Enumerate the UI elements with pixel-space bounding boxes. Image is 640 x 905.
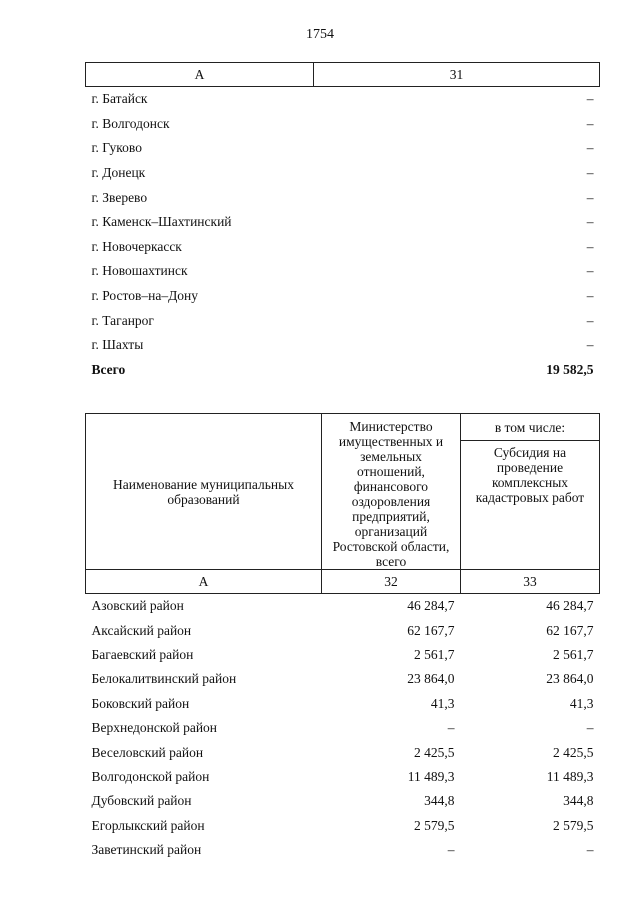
table-row — [86, 284, 600, 309]
district-name: Белокалитвинский район — [91, 671, 237, 687]
district-name: Егорлыкский район — [91, 817, 205, 833]
table-row — [86, 161, 600, 186]
city-value: – — [586, 115, 594, 131]
table-row — [86, 235, 600, 260]
city-name: г. Каменск–Шахтинский — [91, 214, 232, 230]
column-header-31: 31 — [314, 63, 600, 87]
district-name: Дубовский район — [91, 793, 192, 809]
district-name: Аксайский район — [91, 622, 192, 638]
district-subsidy: 2 561,7 — [553, 646, 594, 662]
table-row — [86, 308, 600, 333]
table-row — [86, 838, 600, 862]
district-name: Заветинский район — [91, 842, 202, 858]
table-row — [86, 740, 600, 764]
subsidy-header-text: Субсидия на проведение комплексных кадастровых работ — [475, 445, 585, 506]
district-subsidy: 23 864,0 — [546, 671, 594, 687]
district-subsidy: 2 425,5 — [553, 744, 594, 760]
city-value: – — [586, 91, 594, 107]
city-value: – — [586, 312, 594, 328]
column-header-subsidy — [461, 441, 600, 570]
city-value: – — [586, 288, 594, 304]
district-subsidy: 344,8 — [563, 793, 594, 809]
city-name: г. Шахты — [91, 337, 144, 353]
district-total: – — [447, 720, 455, 736]
table-row — [86, 618, 600, 642]
city-value: – — [586, 238, 594, 254]
table-row — [86, 333, 600, 358]
city-name: г. Гуково — [91, 140, 142, 156]
total-row — [86, 358, 600, 383]
district-name: Волгодонской район — [91, 768, 210, 784]
district-subsidy: 2 579,5 — [553, 817, 594, 833]
index-33: 33 — [461, 570, 600, 594]
city-name: г. Новочеркасск — [91, 238, 182, 254]
table-row — [86, 185, 600, 210]
column-header-a: А — [86, 63, 314, 87]
district-total: – — [447, 842, 455, 858]
district-name: Азовский район — [91, 598, 184, 614]
table-row — [86, 789, 600, 813]
city-value: – — [586, 165, 594, 181]
table-row — [86, 259, 600, 284]
ministry-header-text: Министерство имущественных и земельных отношений, финансового оздоровления предприятий, организаций Ростовской области, всего — [332, 419, 450, 569]
districts-table-index-row — [86, 570, 600, 594]
city-value: – — [586, 263, 594, 279]
column-header-including: в том числе: — [461, 414, 600, 441]
table-row — [86, 765, 600, 789]
district-total: 2 579,5 — [414, 817, 455, 833]
table-row — [86, 87, 600, 112]
district-total: 62 167,7 — [407, 622, 455, 638]
table-row — [86, 814, 600, 838]
district-total: 41,3 — [430, 695, 455, 711]
district-total: 46 284,7 — [407, 598, 455, 614]
city-name: г. Зверево — [91, 189, 148, 205]
districts-table-header-row — [86, 414, 600, 441]
table-row — [86, 716, 600, 740]
district-subsidy: 11 489,3 — [546, 768, 594, 784]
city-value: – — [586, 189, 594, 205]
municipality-header-text: Наименование муниципальных образований — [113, 476, 294, 507]
district-total: 2 425,5 — [414, 744, 455, 760]
city-name: г. Новошахтинск — [91, 263, 188, 279]
column-header-municipality — [86, 414, 322, 570]
city-value: – — [586, 214, 594, 230]
city-name: г. Донецк — [91, 165, 146, 181]
district-name: Багаевский район — [91, 646, 194, 662]
total-value: 19 582,5 — [546, 361, 594, 377]
table-row — [86, 136, 600, 161]
table-row — [86, 210, 600, 235]
district-total: 11 489,3 — [407, 768, 455, 784]
city-name: г. Таганрог — [91, 312, 154, 328]
district-subsidy: 46 284,7 — [546, 598, 594, 614]
table-row — [86, 594, 600, 619]
city-name: г. Волгодонск — [91, 115, 170, 131]
city-name: г. Батайск — [91, 91, 148, 107]
district-name: Веселовский район — [91, 744, 204, 760]
districts-table — [85, 413, 600, 862]
district-total: 344,8 — [424, 793, 455, 809]
district-total: 23 864,0 — [407, 671, 455, 687]
cities-table-header-row — [86, 63, 600, 87]
table-row — [86, 643, 600, 667]
table-row — [86, 112, 600, 137]
district-subsidy: 41,3 — [569, 695, 594, 711]
district-subsidy: – — [586, 842, 594, 858]
district-name: Боковский район — [91, 695, 190, 711]
district-subsidy: – — [586, 720, 594, 736]
index-32: 32 — [322, 570, 461, 594]
city-value: – — [586, 337, 594, 353]
total-label: Всего — [91, 361, 126, 377]
city-value: – — [586, 140, 594, 156]
district-total: 2 561,7 — [414, 646, 455, 662]
city-name: г. Ростов–на–Дону — [91, 288, 199, 304]
table-row — [86, 667, 600, 691]
table-row — [86, 692, 600, 716]
cities-table — [85, 62, 600, 382]
index-a: А — [86, 570, 322, 594]
page-number: 1754 — [306, 27, 334, 42]
district-name: Верхнедонской район — [91, 720, 218, 736]
district-subsidy: 62 167,7 — [546, 622, 594, 638]
column-header-ministry — [322, 414, 461, 570]
